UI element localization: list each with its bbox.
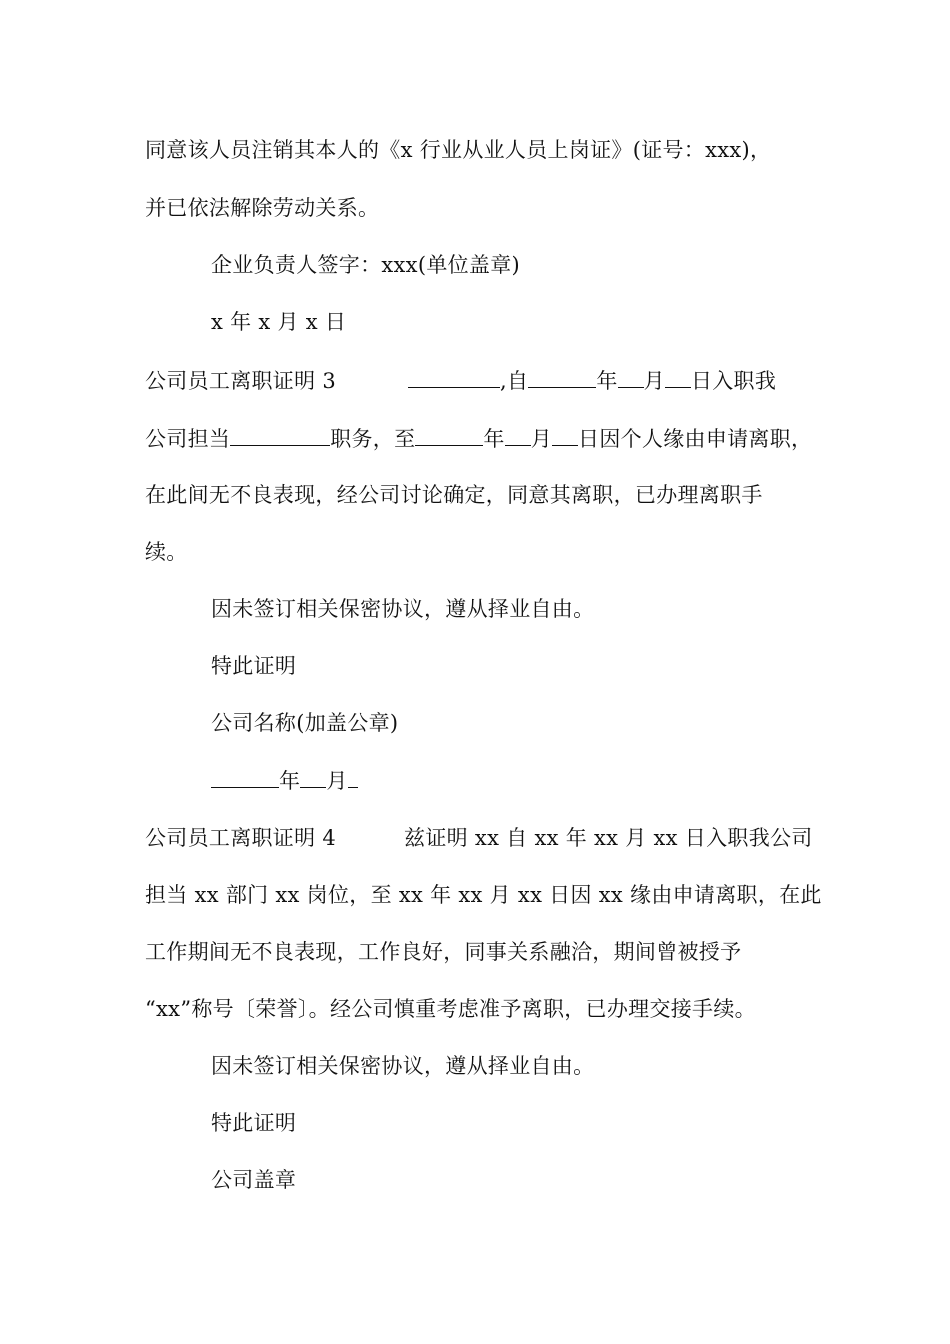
cert3-date-line: 年 月	[211, 765, 891, 796]
seal-line: 公司盖章	[211, 1168, 297, 1192]
signature-line: 企业负责人签字：xxx(单位盖章)	[211, 253, 521, 277]
confidential-line: 因未签订相关保密协议，遵从择业自由。	[211, 597, 595, 621]
cert3-heading: 公司员工离职证明 3	[145, 369, 337, 393]
paragraph-line: 并已依法解除劳动关系。	[145, 196, 380, 220]
paragraph-line: 续。	[145, 540, 188, 564]
company-name-line: 公司名称(加盖公章)	[211, 711, 399, 735]
year-blank	[528, 365, 596, 388]
confidential-line: 因未签订相关保密协议，遵从择业自由。	[211, 1054, 595, 1078]
name-blank	[408, 365, 500, 388]
day-blank	[552, 423, 578, 446]
date-line: x 年 x 月 x 日	[211, 310, 347, 334]
paragraph-line: 担当 xx 部门 xx 岗位，至 xx 年 xx 月 xx 日因 xx 缘由申请离职，在此	[145, 883, 822, 907]
day-blank	[665, 365, 691, 388]
year-blank	[211, 765, 279, 788]
paragraph-line: “xx”称号〔荣誉〕。经公司慎重考虑准予离职，已办理交接手续。	[145, 997, 756, 1021]
year-blank	[415, 423, 483, 446]
paragraph-line: 在此间无不良表现，经公司讨论确定，同意其离职，已办理离职手	[145, 483, 763, 507]
hereby-line: 特此证明	[211, 1111, 297, 1135]
day-blank	[348, 765, 358, 788]
cert4-heading: 公司员工离职证明 4	[145, 826, 337, 850]
cert4-first-line: 公司员工离职证明 4 兹证明 xx 自 xx 年 xx 月 xx 日入职我公司	[145, 826, 813, 850]
cert3-first-line: 公司员工离职证明 3 ,自 年 月 日入职我	[145, 365, 825, 396]
month-blank	[618, 365, 644, 388]
month-blank	[300, 765, 326, 788]
month-blank	[505, 423, 531, 446]
hereby-line: 特此证明	[211, 654, 297, 678]
cert3-second-line: 公司担当 职务，至 年 月 日因个人缘由申请离职，	[145, 423, 825, 454]
paragraph-line: 同意该人员注销其本人的《x 行业从业人员上岗证》(证号：xxx)，	[145, 138, 772, 162]
position-blank	[230, 423, 330, 446]
paragraph-line: 工作期间无不良表现，工作良好，同事关系融洽，期间曾被授予	[145, 940, 742, 964]
